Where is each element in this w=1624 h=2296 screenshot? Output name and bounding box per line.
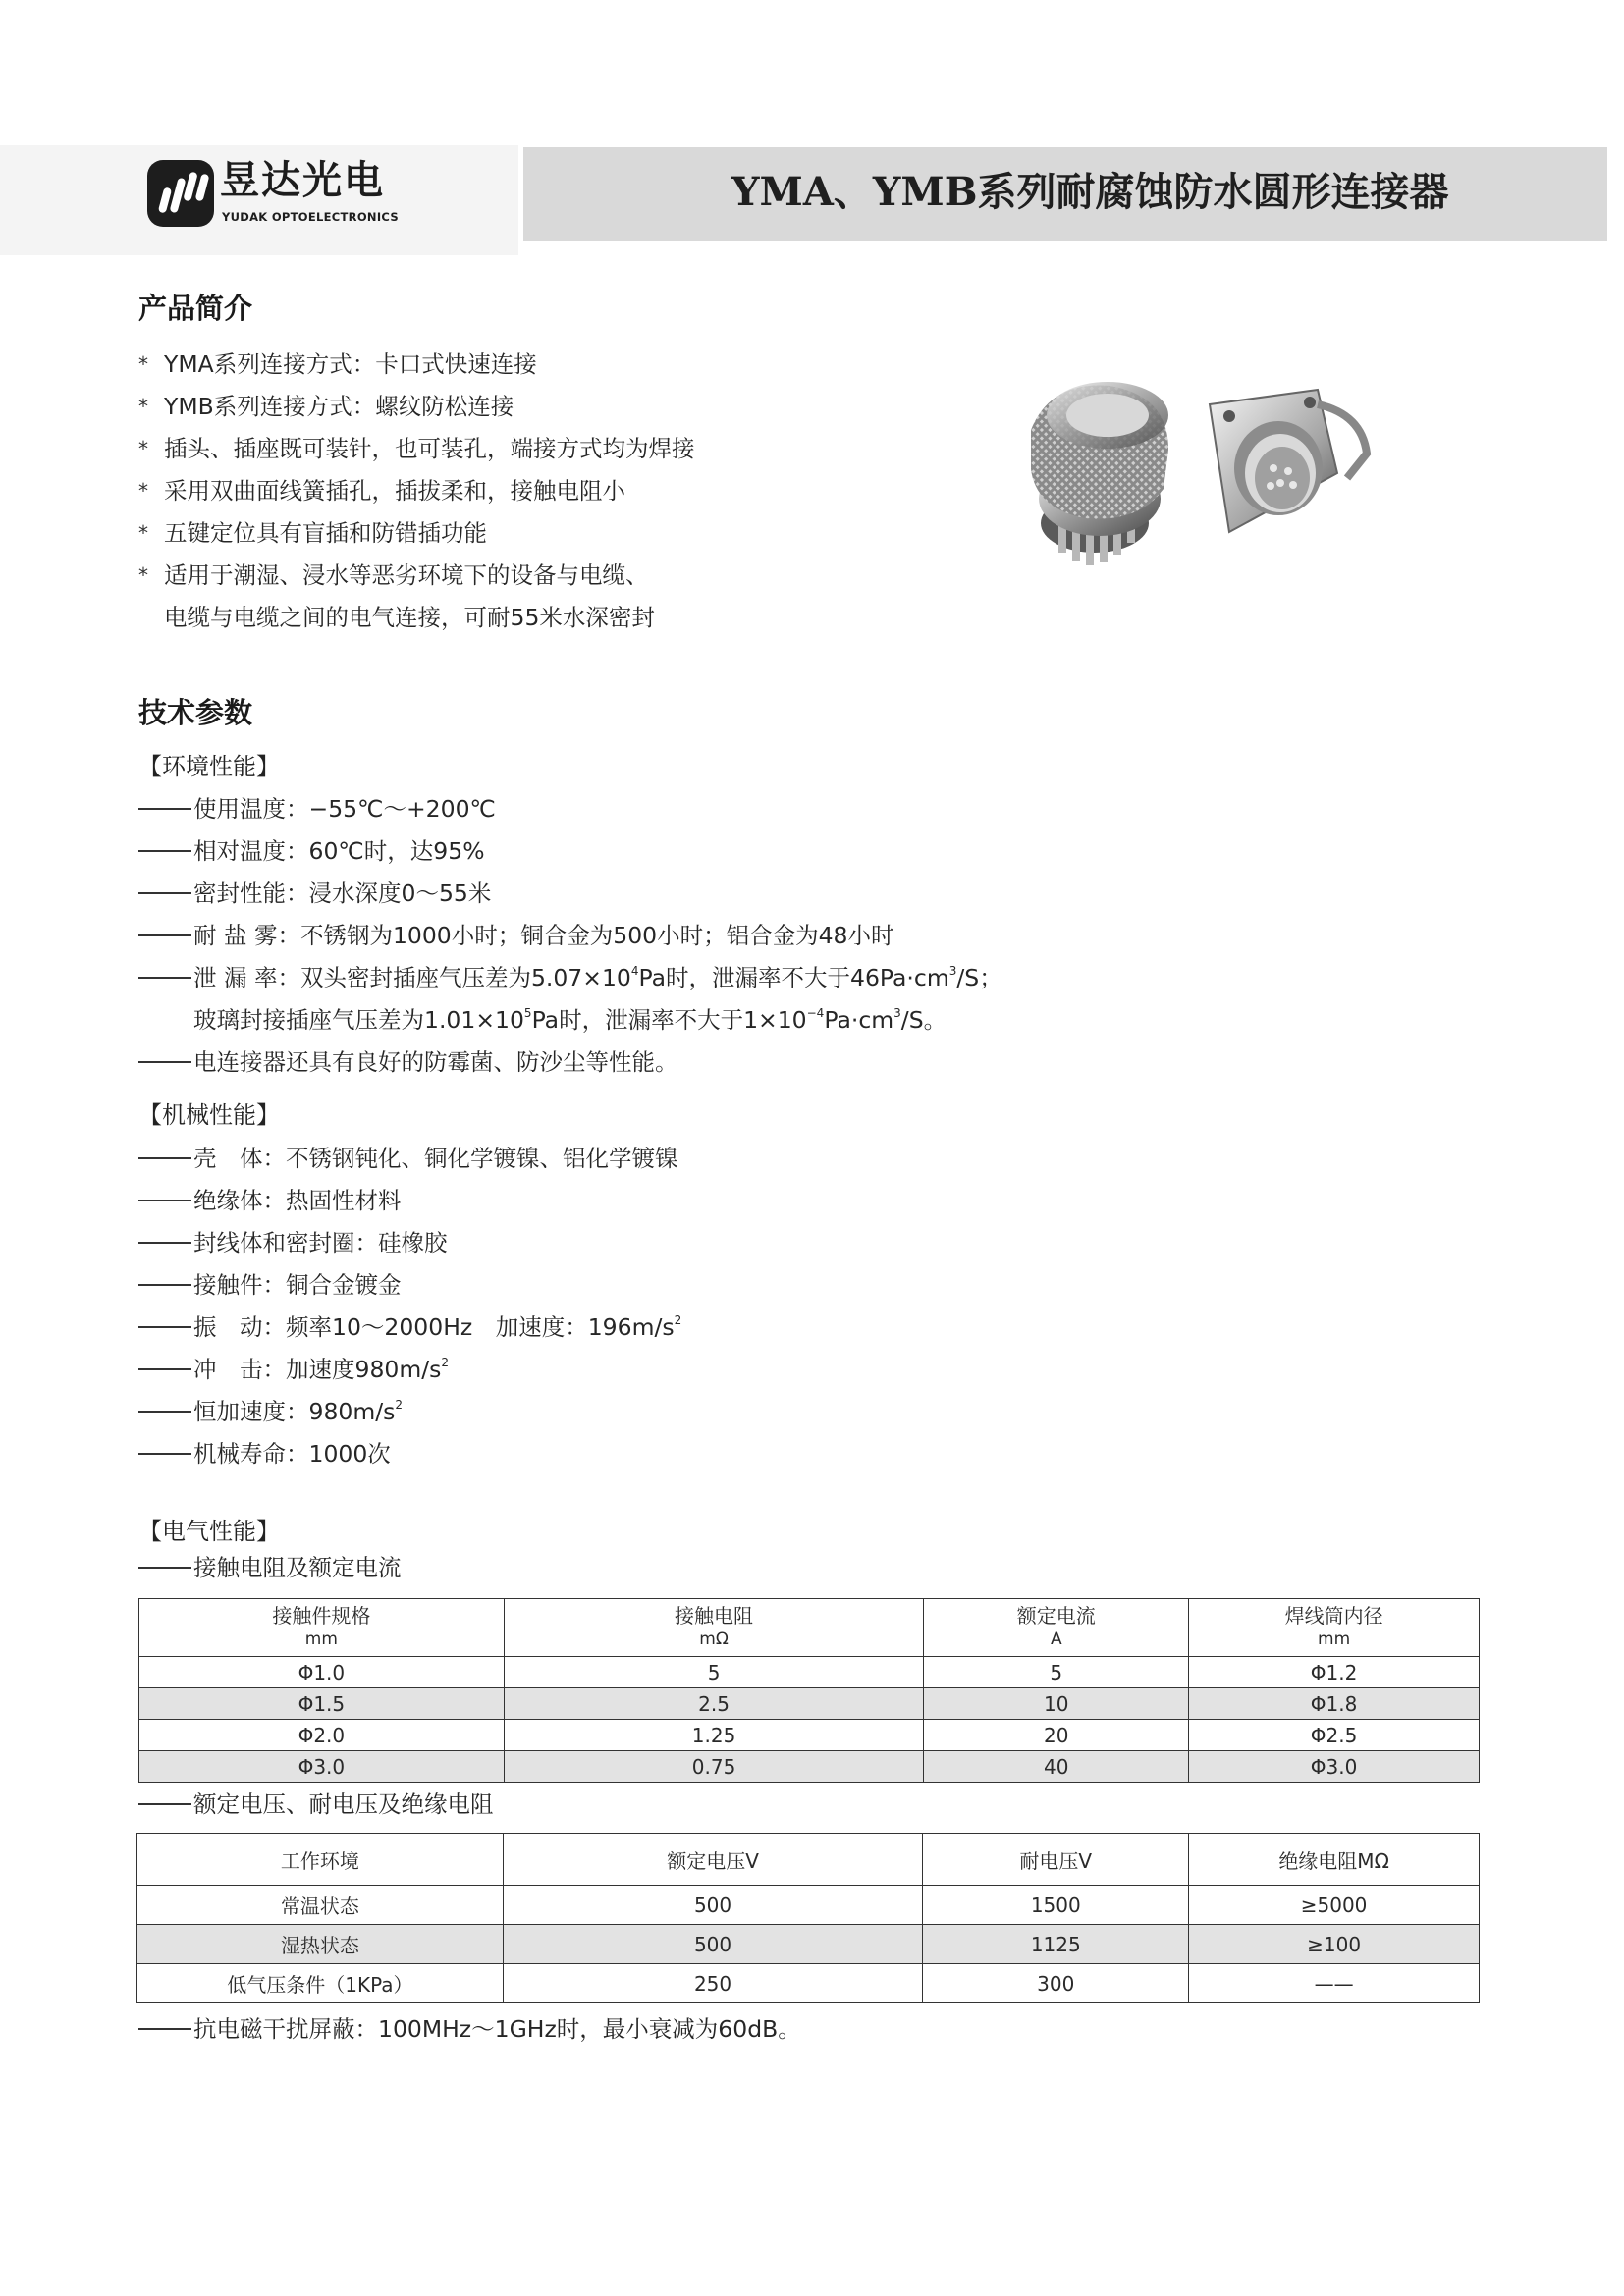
table-cell: 1125 — [923, 1925, 1189, 1964]
list-item — [138, 1222, 681, 1264]
env-section-label: 【环境性能】 — [138, 753, 280, 780]
table-row — [139, 1720, 1480, 1751]
elec-section-label: 【电气性能】 — [138, 1518, 280, 1545]
table-cell: Φ3.0 — [1189, 1751, 1480, 1783]
list-item — [138, 1307, 681, 1349]
dash-icon — [138, 1453, 191, 1455]
table-cell: Φ1.0 — [139, 1657, 505, 1688]
table-cell: 5 — [924, 1657, 1189, 1688]
company-logo-icon — [147, 160, 214, 227]
list-item — [138, 555, 695, 639]
contact-resistance-table — [138, 1598, 1480, 1783]
table-row — [137, 1886, 1480, 1925]
dash-icon — [138, 1326, 191, 1328]
param-text: Pa时，泄漏率不大于46Pa·cm — [638, 964, 949, 991]
table-cell: 0.75 — [504, 1751, 924, 1783]
document-title: YMA、YMB系列耐腐蚀防水圆形连接器 — [731, 169, 1449, 215]
table-cell: —— — [1189, 1964, 1480, 2003]
param-text: /S。 — [900, 1006, 947, 1034]
superscript: 2 — [441, 1356, 450, 1370]
superscript: 4 — [630, 964, 639, 979]
param-text: 绝缘体：热固性材料 — [193, 1187, 402, 1214]
table-cell: ≥100 — [1189, 1925, 1480, 1964]
param-text: Pa时，泄漏率不大于1×10 — [531, 1006, 807, 1034]
table-cell: 500 — [503, 1886, 923, 1925]
connector-receptacle-image — [1200, 385, 1372, 542]
param-text: 泄 漏 率：双头密封插座气压差为5.07×10 — [193, 964, 631, 991]
param-text: 接触件：铜合金镀金 — [193, 1271, 402, 1299]
superscript: 2 — [395, 1398, 404, 1413]
logo-company-name-en: YUDAK OPTOELECTRONICS — [222, 210, 399, 224]
mech-section-label: 【机械性能】 — [138, 1101, 280, 1129]
table-row — [139, 1657, 1480, 1688]
list-item — [138, 344, 695, 386]
table-row — [137, 1925, 1480, 1964]
list-item — [138, 788, 1002, 830]
header-unit: mm — [1318, 1629, 1351, 1649]
connector-plug-image — [992, 361, 1188, 572]
table2-caption — [138, 1789, 494, 1819]
table-header-cell — [1189, 1599, 1480, 1657]
list-item — [138, 1433, 681, 1475]
table-cell: 5 — [504, 1657, 924, 1688]
table-cell: Φ1.2 — [1189, 1657, 1480, 1688]
dash-icon — [138, 934, 191, 936]
superscript: 5 — [523, 1006, 532, 1021]
dash-icon — [138, 977, 191, 979]
caption-text: 额定电压、耐电压及绝缘电阻 — [193, 1790, 494, 1818]
table-header-row — [139, 1599, 1480, 1657]
table-cell: 湿热状态 — [137, 1925, 504, 1964]
note-text: 抗电磁干扰屏蔽：100MHz～1GHz时，最小衰减为60dB。 — [193, 2015, 801, 2043]
table-header-cell: 耐电压V — [923, 1834, 1189, 1886]
dash-icon — [138, 1061, 191, 1063]
list-item — [138, 512, 695, 555]
dash-icon — [138, 1567, 191, 1569]
table-cell: 1.25 — [504, 1720, 924, 1751]
table-header-cell: 绝缘电阻MΩ — [1189, 1834, 1480, 1886]
header-text: 接触电阻 — [675, 1604, 754, 1628]
table-header-cell — [504, 1599, 924, 1657]
dash-icon — [138, 1242, 191, 1244]
dash-icon — [138, 1200, 191, 1201]
bullet-star-icon: * — [138, 521, 148, 545]
table-header-row — [137, 1834, 1480, 1886]
dash-icon — [138, 2028, 191, 2030]
emi-shielding-note — [138, 2011, 801, 2047]
table-cell: 250 — [503, 1964, 923, 2003]
table-cell: Φ2.5 — [1189, 1720, 1480, 1751]
table1-caption — [138, 1553, 402, 1582]
table-cell: 500 — [503, 1925, 923, 1964]
dash-icon — [138, 808, 191, 810]
bullet-star-icon: * — [138, 437, 148, 460]
intro-bullet-list — [138, 344, 695, 639]
list-item — [138, 957, 1002, 999]
dash-icon — [138, 1803, 191, 1805]
logo-company-name: 昱达光电 — [220, 158, 385, 203]
list-item — [138, 1041, 1002, 1084]
list-item — [138, 830, 1002, 873]
table-row — [139, 1688, 1480, 1720]
superscript: 2 — [674, 1313, 682, 1328]
list-item — [138, 470, 695, 512]
list-item — [138, 1264, 681, 1307]
param-text: 壳 体：不锈钢钝化、铜化学镀镍、铝化学镀镍 — [193, 1145, 678, 1172]
table-header-cell — [924, 1599, 1189, 1657]
param-text: 电连接器还具有良好的防霉菌、防沙尘等性能。 — [193, 1048, 678, 1076]
param-text: 耐 盐 雾：不锈钢为1000小时；铜合金为500小时；铝合金为48小时 — [193, 922, 894, 949]
table-cell: 40 — [924, 1751, 1189, 1783]
superscript: 3 — [893, 1006, 901, 1021]
intro-heading: 产品简介 — [138, 292, 253, 325]
table-cell: Φ1.5 — [139, 1688, 505, 1720]
dash-icon — [138, 1157, 191, 1159]
table-cell: Φ3.0 — [139, 1751, 505, 1783]
list-item — [138, 386, 695, 428]
table-cell: 低气压条件（1KPa） — [137, 1964, 504, 2003]
env-param-list — [138, 788, 1002, 1084]
param-text: 振 动：频率10～2000Hz 加速度：196m/s — [193, 1313, 675, 1341]
param-text: 恒加速度：980m/s — [193, 1398, 396, 1425]
header-text: 焊线筒内径 — [1284, 1604, 1383, 1628]
param-text: 冲 击：加速度980m/s — [193, 1356, 442, 1383]
table-cell: 2.5 — [504, 1688, 924, 1720]
table-header-cell: 额定电压V — [503, 1834, 923, 1886]
header-unit: mm — [304, 1629, 338, 1649]
param-text: /S； — [956, 964, 1002, 991]
header-text: 额定电流 — [1016, 1604, 1096, 1628]
list-item — [138, 428, 695, 470]
table-cell: Φ1.8 — [1189, 1688, 1480, 1720]
param-text: 机械寿命：1000次 — [193, 1440, 391, 1468]
param-text: 相对温度：60℃时，达95% — [193, 837, 485, 865]
param-text: 封线体和密封圈：硅橡胶 — [193, 1229, 448, 1256]
mech-param-list — [138, 1138, 681, 1475]
params-heading: 技术参数 — [138, 696, 253, 729]
dash-icon — [138, 1284, 191, 1286]
bullet-star-icon: * — [138, 479, 148, 503]
dash-icon — [138, 892, 191, 894]
param-text: Pa·cm — [824, 1006, 894, 1034]
dash-icon — [138, 1411, 191, 1413]
bullet-text: YMA系列连接方式：卡口式快速连接 — [164, 350, 537, 378]
list-item — [138, 915, 1002, 957]
list-item — [138, 999, 1002, 1041]
table-cell: 20 — [924, 1720, 1189, 1751]
table-row — [137, 1964, 1480, 2003]
list-item — [138, 1391, 681, 1433]
table-cell: 常温状态 — [137, 1886, 504, 1925]
table-cell: ≥5000 — [1189, 1886, 1480, 1925]
table-cell: Φ2.0 — [139, 1720, 505, 1751]
header-unit: mΩ — [699, 1629, 729, 1649]
bullet-text: 采用双曲面线簧插孔，插拔柔和，接触电阻小 — [164, 477, 625, 505]
header-unit: A — [1050, 1629, 1062, 1649]
header-text: 接触件规格 — [272, 1604, 371, 1628]
bullet-text: 插头、插座既可装针，也可装孔，端接方式均为焊接 — [164, 435, 695, 462]
superscript: 3 — [948, 964, 957, 979]
table-row — [139, 1751, 1480, 1783]
list-item — [138, 1349, 681, 1391]
bullet-text: YMB系列连接方式：螺纹防松连接 — [164, 393, 514, 420]
bullet-continuation: 电缆与电缆之间的电气连接，可耐55米水深密封 — [164, 604, 655, 631]
bullet-star-icon: * — [138, 395, 148, 418]
param-text: 密封性能：浸水深度0～55米 — [193, 880, 492, 907]
superscript: −4 — [806, 1006, 825, 1021]
table-cell: 1500 — [923, 1886, 1189, 1925]
dash-icon — [138, 1368, 191, 1370]
param-text: 使用温度：−55℃～+200℃ — [193, 795, 496, 823]
list-item — [138, 1180, 681, 1222]
list-item — [138, 873, 1002, 915]
bullet-star-icon: * — [138, 352, 148, 376]
bullet-star-icon: * — [138, 563, 148, 587]
caption-text: 接触电阻及额定电流 — [193, 1554, 402, 1581]
table-header-cell: 工作环境 — [137, 1834, 504, 1886]
voltage-insulation-table — [136, 1833, 1480, 2003]
table-cell: 300 — [923, 1964, 1189, 2003]
bullet-text: 适用于潮湿、浸水等恶劣环境下的设备与电缆、 — [164, 561, 649, 589]
list-item — [138, 1138, 681, 1180]
table-cell: 10 — [924, 1688, 1189, 1720]
param-text: 玻璃封接插座气压差为1.01×10 — [193, 1006, 524, 1034]
bullet-text: 五键定位具有盲插和防错插功能 — [164, 519, 487, 547]
dash-icon — [138, 850, 191, 852]
table-header-cell — [139, 1599, 505, 1657]
